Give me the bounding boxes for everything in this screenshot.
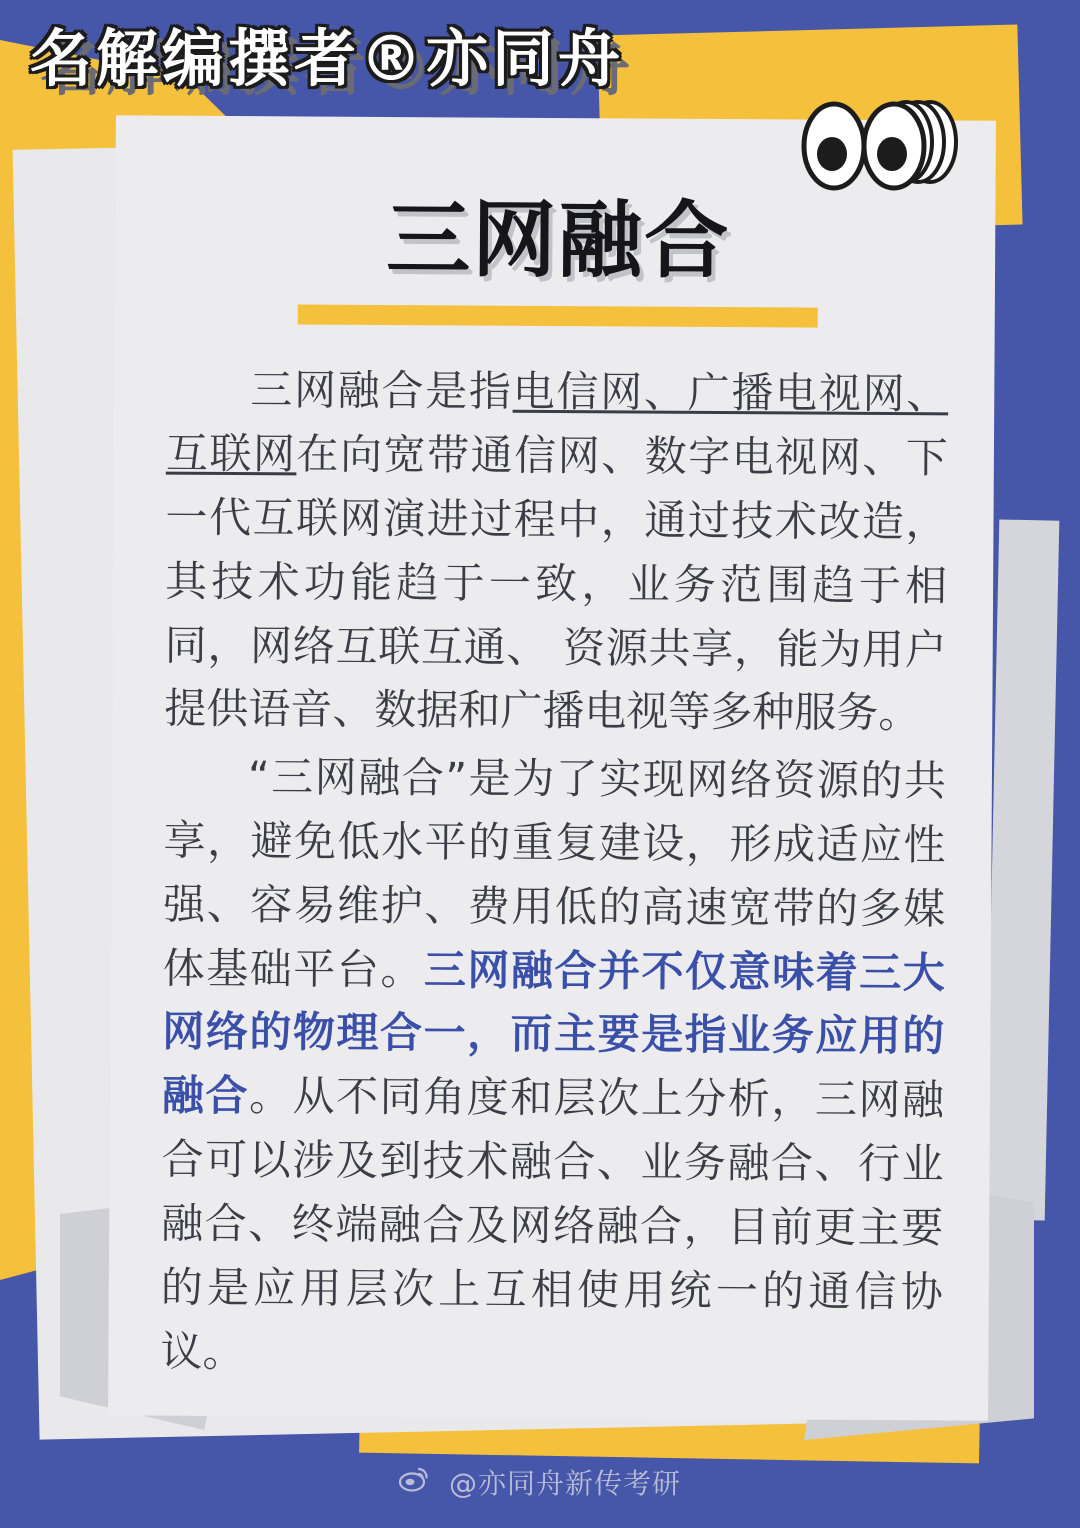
weibo-icon [399, 1466, 429, 1499]
text-run-plain-2: 在向宽带通信网、数字电视网、下一代互联网演进过程中，通过技术改造，其技术功能趋于一致，业务范围趋于相同，网络互联互通、 资源共享，能为用户提供语音、数据和广播电视等多种服务。 [164, 429, 949, 738]
article-body [160, 358, 948, 1388]
decoration-paper-edge-right [985, 519, 1060, 1220]
text-run-underlined-terms: 电信网、广播电视网、互联网 [165, 366, 949, 479]
text-run-plain: 三网融合是指 [250, 365, 513, 416]
banner [30, 22, 790, 95]
title-underline-bar [298, 305, 818, 328]
text-run-plain-3: “三网融合”是为了实现网络资源的共享，避免低水平的重复建设，形成适应性强、容易维护、费用低的高速宽带的多媒体基础平台。 [162, 752, 947, 994]
eyes-icon [798, 96, 968, 196]
banner-title: 名解编撰者®亦同舟 [30, 22, 625, 95]
paragraph-2 [160, 745, 946, 1388]
watermark-text: @亦同舟新传考研 [448, 1467, 681, 1500]
text-run-plain-4: 。从不同角度和层次上分析，三网融合可以涉及到技术融合、业务融合、行业融合、终端融合及网络融合，目前更主要的是应用层次上互相使用统一的通信协议。 [160, 1071, 945, 1376]
paragraph-1 [164, 358, 948, 746]
content-card [108, 115, 996, 1420]
page-title: 三网融合 [385, 189, 731, 291]
footer-watermark [0, 1462, 1080, 1502]
text-run-highlighted: 三网融合并不仅意味着三大网络的物理合一，而主要是指业务应用的融合 [161, 944, 945, 1121]
